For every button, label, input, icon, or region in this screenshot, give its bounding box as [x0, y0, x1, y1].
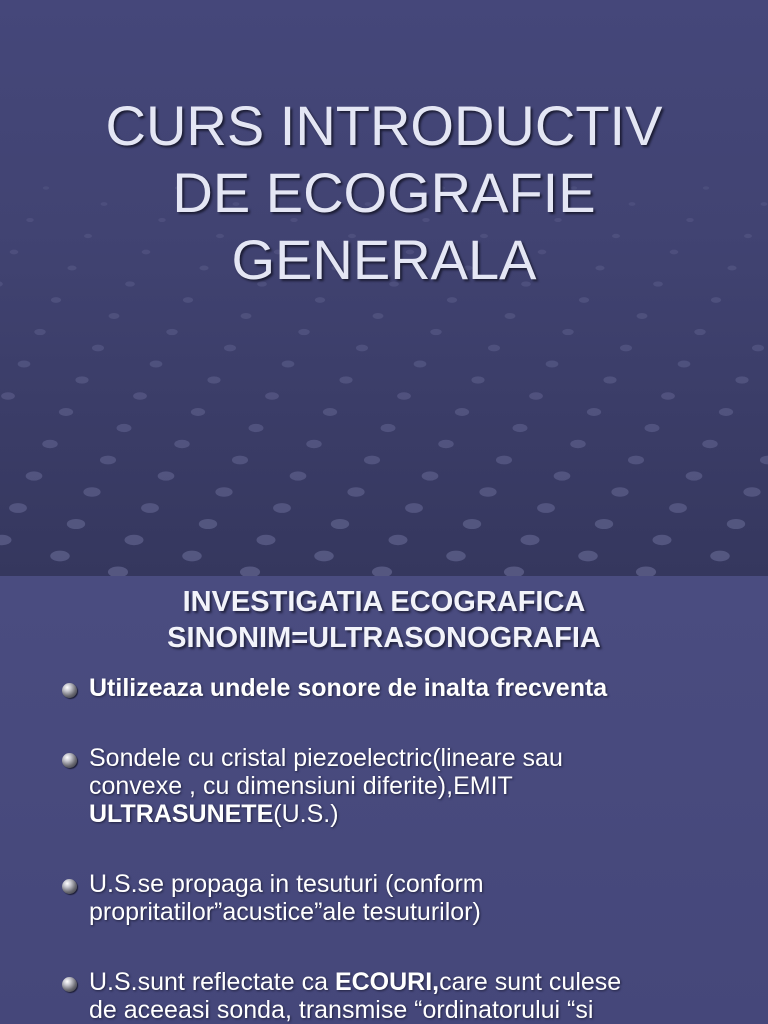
background-dot: [496, 456, 512, 465]
background-dot: [125, 535, 144, 545]
background-dot: [75, 376, 88, 383]
background-dot: [339, 376, 352, 383]
background-dot: [752, 345, 764, 352]
bullet-text-line: [89, 772, 762, 800]
background-dot: [191, 408, 205, 416]
background-dot: [9, 503, 27, 513]
background-dot: [760, 456, 768, 465]
background-dot: [579, 297, 589, 303]
background-dot: [50, 551, 70, 562]
background-dot: [595, 519, 613, 529]
background-dot: [637, 313, 648, 319]
background-dot: [100, 456, 116, 465]
bullet-item: [62, 968, 762, 1024]
bullet-bold-text: ULTRASUNETE: [89, 800, 274, 828]
background-dot: [711, 297, 721, 303]
background-dot: [133, 392, 147, 400]
title-line-2: DE ECOGRAFIE: [172, 161, 596, 224]
background-dot: [587, 408, 601, 416]
background-dot: [603, 376, 616, 383]
background-dot: [446, 551, 466, 562]
bullet-text-line: U.S.se propaga in tesuturi (conform: [89, 870, 484, 898]
background-dot: [183, 297, 193, 303]
bullet-item: [62, 744, 762, 828]
background-dot: [347, 487, 364, 496]
background-dot: [182, 551, 202, 562]
background-dot: [438, 440, 454, 449]
background-dot: [636, 566, 656, 576]
sphere-bullet-icon: [62, 683, 77, 698]
background-dot: [207, 376, 220, 383]
background-dot: [430, 329, 441, 335]
background-dot: [422, 471, 439, 480]
background-dot: [67, 519, 85, 529]
background-dot: [537, 503, 555, 513]
background-dot: [397, 392, 411, 400]
background-dot: [356, 345, 368, 352]
background-dot: [669, 503, 687, 513]
bullet-text-line: [89, 800, 762, 828]
background-dot: [521, 535, 540, 545]
background-dot: [645, 424, 660, 432]
background-dot: [199, 519, 217, 529]
background-dot: [241, 313, 252, 319]
background-dot: [42, 440, 58, 449]
sphere-bullet-icon: [62, 879, 77, 894]
background-dot: [405, 503, 423, 513]
background-dot: [372, 566, 392, 576]
sphere-bullet-icon: [62, 753, 77, 768]
background-dot: [628, 456, 644, 465]
background-dot: [702, 440, 718, 449]
background-dot: [174, 440, 190, 449]
background-dot: [1, 392, 15, 400]
background-dot: [471, 376, 484, 383]
title-line-1: CURS INTRODUCTIV: [105, 94, 663, 157]
background-dot: [373, 313, 384, 319]
background-dot: [117, 424, 132, 432]
background-dot: [109, 313, 120, 319]
background-dot: [455, 408, 469, 416]
bullet-text-line: [89, 968, 762, 996]
background-dot: [578, 551, 598, 562]
bullet-text-fragment: convexe , cu dimensiuni diferite),EMIT: [89, 772, 513, 800]
background-dot: [26, 471, 43, 480]
bullet-text: Utilizeaza undele sonore de inalta frecventa: [89, 674, 608, 702]
background-dot: [298, 329, 309, 335]
background-dot: [513, 424, 528, 432]
bullet-item: [62, 870, 762, 926]
background-dot: [710, 551, 730, 562]
bullet-text-line: Sondele cu cristal piezoelectric(lineare sau: [89, 744, 563, 772]
bullet-list: [62, 674, 762, 1024]
background-dot: [389, 535, 408, 545]
bullet-item: [62, 674, 762, 702]
background-dot: [505, 313, 516, 319]
sphere-bullet-icon: [62, 977, 77, 992]
background-dot: [257, 535, 276, 545]
background-dot: [529, 392, 543, 400]
background-dot: [265, 392, 279, 400]
bullet-text-fragment: (U.S.): [273, 800, 339, 828]
background-dot: [51, 297, 61, 303]
background-dot: [92, 345, 104, 352]
content-slide: [0, 576, 768, 1024]
bullet-text-fragment: U.S.sunt reflectate ca: [89, 968, 335, 996]
background-dot: [414, 361, 427, 368]
background-dot: [150, 361, 163, 368]
background-dot: [290, 471, 307, 480]
background-dot: [735, 376, 748, 383]
slide-title: [0, 92, 768, 293]
background-dot: [83, 487, 100, 496]
background-dot: [727, 519, 745, 529]
background-dot: [18, 361, 31, 368]
background-dot: [331, 519, 349, 529]
content-title-line-2: SINONIM=ULTRASONOGRAFIA: [167, 622, 601, 654]
background-dot: [463, 519, 481, 529]
background-dot: [215, 487, 232, 496]
background-dot: [282, 361, 295, 368]
background-dot: [504, 566, 524, 576]
background-dot: [488, 345, 500, 352]
bullet-text-fragment: care sunt culese: [439, 968, 622, 996]
background-dot: [240, 566, 260, 576]
background-dot: [570, 440, 586, 449]
background-dot: [447, 297, 457, 303]
background-dot: [306, 440, 322, 449]
background-dot: [686, 471, 703, 480]
background-dot: [323, 408, 337, 416]
background-dot: [158, 471, 175, 480]
bullet-text-line: propritatilor”acustice”ale tesuturilor): [89, 898, 481, 926]
background-dot: [562, 329, 573, 335]
background-dot: [611, 487, 628, 496]
content-slide-title: [0, 584, 768, 656]
background-dot: [653, 535, 672, 545]
background-dot: [678, 361, 691, 368]
title-line-3: GENERALA: [231, 228, 537, 291]
background-dot: [249, 424, 264, 432]
background-dot: [694, 329, 705, 335]
background-dot: [108, 566, 128, 576]
background-dot: [364, 456, 380, 465]
background-dot: [546, 361, 559, 368]
background-dot: [479, 487, 496, 496]
background-dot: [315, 297, 325, 303]
content-title-line-1: INVESTIGATIA ECOGRAFICA: [182, 586, 586, 618]
background-dot: [554, 471, 571, 480]
background-dot: [719, 408, 733, 416]
background-dot: [141, 503, 159, 513]
background-dot: [59, 408, 73, 416]
background-dot: [381, 424, 396, 432]
bullet-bold-text: ECOURI,: [334, 968, 440, 996]
background-dot: [224, 345, 236, 352]
background-dot: [0, 535, 11, 545]
background-dot: [743, 487, 760, 496]
background-dot: [232, 456, 248, 465]
background-dot: [620, 345, 632, 352]
background-dot: [273, 503, 291, 513]
background-dot: [166, 329, 177, 335]
bullet-text-line: de aceeasi sonda, transmise “ordinatorului “si: [89, 996, 594, 1024]
background-dot: [34, 329, 45, 335]
background-dot: [661, 392, 675, 400]
background-dot: [314, 551, 334, 562]
